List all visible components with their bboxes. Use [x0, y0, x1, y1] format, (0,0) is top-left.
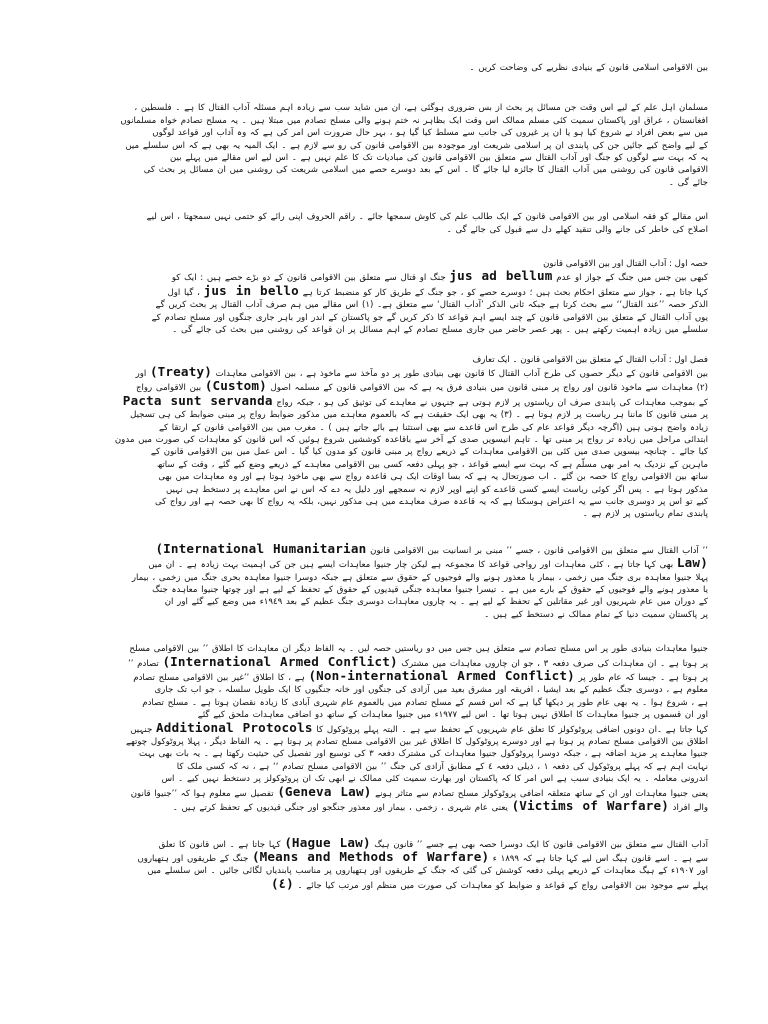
section-3-body: [70, 540, 708, 621]
text-line: [70, 363, 708, 380]
text-line: یہ کہ بہت سے لوگوں کو جنگ اور آداب القتال سے متعلق بین الاقوامی قانون کی مبادیات تک کا علم نہیں ہے ۔ اس لیے اس مقالے میں پہلے بین: [169, 153, 708, 164]
latin-term: (Means and Methods of Warfare): [252, 848, 490, 864]
text-line: کے دوران میں عام شہریوں اور غیر مقاتلین کے تحفظ کے لیے ہے ۔ یہ چاروں معاہدات دوسری جنگ عظیم کے بعد ١٩٤٩ء میں وضع کیے گئے اور ان: [164, 597, 708, 608]
text-line: اور ان قسموں پر جنیوا معاہدات کا اطلاق نہیں ہوتا تھا ۔ اس لیے ١٩٧٧ء میں جنیوا معاہدات کے ساتھ دو اضافی معاہدات ملحق کیے گئے: [197, 710, 708, 721]
text-segment: سے ہے ۔ اسے قانون ہیگ اس لیے کہا جاتا ہے کہ ١٨٩٩ ء: [492, 853, 708, 864]
text-line: اس مقالے کو فقہ اسلامی اور بین الاقوامی قانون کے ایک طالب علم کی کاوش سمجھا جائے ۔ راقم الحروف اپنی رائے کو حتمی نہیں سمجھتا ، اس لیے: [146, 212, 708, 223]
latin-term: Additional Protocols: [156, 719, 313, 735]
text-segment: پہلے سے موجود بین الاقوامی رواج کے قواعد و ضوابط کو معاہدات کی صورت میں منظم اور مرتب کیا جائے ۔: [297, 880, 708, 891]
text-line: نہایت اہم ہے کہ پہلے پروٹوکول کی دفعہ ١ ، ذیلی دفعہ ٤ کے مطابق آزادی کی جنگ ’’ بین الاقوامی مسلح تصادم ‘‘ ہے ، نہ کہ کسی ملک کا: [176, 761, 708, 772]
text-line: [70, 875, 708, 892]
text-line: [70, 540, 708, 557]
text-line: [70, 392, 708, 409]
section-2-heading: فصل اول : آداب القتال کے متعلق بین الاقوامی قانون ۔ ایک تعارف: [472, 354, 708, 365]
text-line: افغانستان ، عراق اور پاکستان سمیت کئی مسلم ممالک اس وقت ایک بظاہر نہ ختم ہونے والی مسلح تصادم میں مبتلا ہیں ۔ یہ مسلح تصادم خواہ مسلمانوں: [120, 115, 708, 126]
text-segment: بین الاقوامی قانون کے دیگر حصوں کی طرح آداب القتال کا قانون بھی بنیادی طور پر دو مآخذ سے ماخوذ ہے ، بین الاقوامی معاہدات: [215, 368, 708, 379]
text-line: پر پاکستان سمیت دنیا کے تمام ممالک نے دستخط کیے ہیں ۔: [484, 609, 708, 620]
section-2-body: [70, 363, 708, 521]
latin-term: Pacta sunt servanda: [122, 392, 273, 408]
text-segment: کبھی بین جس میں جنگ کے جواز او عدم: [556, 273, 708, 284]
text-line: الاقوامی قانون کی روشنی میں آداب القتال کا جائزہ لیا جائے گا ۔ اس کے بعد دوسرے حصے میں اسلامی شریعت کی روشنی میں ان مسائل پر بحث کی: [143, 165, 708, 176]
text-line: [70, 800, 708, 814]
latin-term: (International Humanitarian: [155, 540, 367, 556]
text-segment: (٢) معاہدات سے ماخوذ قانون اور رواج پر مبنی قانون میں بنیادی فرق یہ ہے کہ بین الاقوامی قانون کے مسلمہ اصول: [270, 383, 708, 394]
text-segment: بھی کہا جاتا ہے ، کئی معاہدات اور رواجی قواعد کا مجموعہ ہے لیکن چار جنیوا معاہدات ایسے ہیں جن کی اہمیت بہت زیادہ ہے ۔ ان میں: [148, 560, 674, 571]
text-line: اصلاح کی خاطر کی جانے والی تنقید کھلے دل سے قبول کی جائے گی ۔: [446, 224, 708, 235]
text-segment: جنگ کے طریقوں اور ہتھیاروں: [137, 853, 249, 864]
text-segment: کے بموجب معاہدات کی پابندی صرف ان ریاستوں پر لازم ہوتی ہے جنہوں نے معاہدے کی توثیق کی ہو ، جبکہ رواج: [276, 397, 708, 408]
text-line: اطلاق بین الاقوامی مسلح تصادم پر ہوتا ہے اور دوسرے پروٹوکول کا اطلاق غیر بین الاقوامی مسلح تصادم پر ہوتا ہے ۔ یہ الفاظ دیگر ، پہلا پروٹوکول چوتھے: [125, 737, 708, 748]
text-segment: کہا جاتا ہے ۔ان دونوں اضافی پروٹوکولز کا تعلق عام شہریوں کے تحفظ سے ہے ۔ البتہ پہلے پروٹوکول کا: [316, 724, 708, 735]
text-segment: ہے ، کا اطلاق ’’غیر بین الاقوامی مسلح تصادم: [133, 673, 305, 684]
latin-term: (International Armed Conflict): [162, 653, 398, 669]
text-segment: تفصیل سے معلوم ہوا کہ ’’جنیوا قانون: [130, 788, 274, 799]
paragraph-1: [70, 102, 708, 189]
text-line: جنیوا معاہدے پر مزید اضافہ ہے ، جبکہ دوسرا پروٹوکول جنیوا معاہدات کی مشترک دفعہ ۳ کی توسیع اور تفصیل کی حیثیت رکھتا ہے ۔ یہ بات بھی بہت: [139, 749, 708, 760]
latin-term: Law): [676, 555, 708, 571]
text-line: [70, 670, 708, 684]
latin-term: jus in bello: [203, 282, 299, 298]
section-4-body: [70, 643, 708, 814]
text-segment: بین الاقوامی رواج: [135, 383, 202, 394]
section-1-heading: حصہ اول : آداب القتال اور بین الاقوامی قانون: [543, 259, 708, 270]
text-line: پابندی تمام ریاستوں پر لازم ہے ۔: [582, 509, 708, 520]
text-line: جنیوا معاہدات بنیادی طور پر اس مسلح تصادم سے متعلق ہیں جس میں دو ریاستیں حصہ لیں ۔ یہ الفاظ دیگر ان معاہدات کا اطلاق ’’ بین الاقوامی مسلح: [129, 644, 708, 655]
text-line: کیے تو اس پر دوسری جانب سے یہ اعتراض ہوسکتا ہے کہ یہ قاعدہ صرف معاہدے میں ہی مذکور نہیں، بلکہ یہ رواج کا بھی حصہ ہے اور رواج کی: [154, 496, 708, 507]
text-segment: یعنی جنیوا معاہدات اور ان کے ساتھ متعلقہ اضافی پروٹوکولز مسلح تصادم سے متاثر ہونے: [375, 788, 708, 799]
text-line: ابتدائی مراحل میں زیادہ تر رواج پر مبنی تھا ۔ تاہم انیسویں صدی کے آخر سے باقاعدہ کوششیں شروع ہوئیں کہ اس قانون کو معاہدات کی صورت میں مدون: [114, 434, 708, 445]
text-line: اندرونی معاملہ ۔ یہ ایک بنیادی سبب ہے اس امر کا کہ پاکستان اور بھارت سمیت کئی ممالک نے ابھی تک ان پروٹوکولز پر دستخط نہیں کیے ۔ اس: [161, 774, 708, 785]
text-line: یا معذور ہونے والے فوجیوں کے حقوق کے بارے میں ہے ۔ تیسرا جنیوا معاہدہ جنگی قیدیوں کے حقوق کے تحفظ کے لیے ہے اور چوتھا جنیوا معاہدہ جنگ: [152, 585, 708, 595]
text-line: مسلمان اہل علم کے لیے اس وقت جن مسائل پر بحث از بس ضروری ہوگئی ہے، ان میں شاید سب سے زیادہ اہم مسئلہ آداب القتال کا ہے ۔ فلسطین ،: [134, 103, 708, 114]
text-segment: اور: [135, 368, 147, 379]
text-segment: والے افراد: [672, 803, 708, 814]
latin-term: (Victims of Warfare): [511, 798, 669, 814]
text-segment: جنگ او قتال سے متعلق بین الاقوامی قانون کے دو بڑے حصے ہیں : ایک کو: [171, 273, 446, 284]
text-segment: تصادم ’’: [127, 658, 159, 669]
section-1-body: [70, 270, 708, 336]
text-line: زیادہ واضح ہوتی ہیں (اگرچہ دیگر قواعد عام کی طرح اس قاعدے سے بھی استثنا ہے بائے جاتے ہیں ) ۔ مغرب میں بین الاقوامی قانون کے ارتقا کے: [158, 422, 708, 433]
text-line: [70, 282, 708, 299]
text-line: الذکر حصہ ’’عند القتال‘‘ سے بحث کرتا ہے جبکہ ثانی الذکر ’آداب القتال‘ سے متعلق ہے۔ (١) اس مقالے میں ہم صرف آداب القتال پر بحث کریں گے: [155, 300, 708, 311]
text-line: جائے گی ۔: [668, 177, 708, 188]
text-segment: ، گیا اول: [167, 287, 200, 298]
text-line: میں سے بعض افراد نے شروع کیا ہو یا ان پر غیروں کی جانب سے مسلط کیا گیا ہو ، بہر حال ضرورت اس امر کی ہے کہ وہ آداب اور قواعد لوگوں: [152, 128, 708, 139]
text-segment: کہا جاتا ہے ۔ اس قانون کا تعلق: [158, 839, 281, 850]
text-segment: جنہیں: [130, 724, 153, 735]
text-line: [70, 719, 708, 736]
latin-term: (Treaty): [150, 363, 212, 379]
text-line: ساتھ بین الاقوامی رواج کا حصہ بن گئے ۔ اب صورتحال یہ ہے کہ بسا اوقات ایک ہی قاعدہ رواج سے بھی ماخوذ ہوتا ہے اور وہ معاہدات میں بھی: [158, 472, 708, 483]
text-line: [70, 557, 708, 571]
text-segment: یعنی عام شہری ، زخمی ، بیمار اور معذور جنگجو اور جنگی قیدیوں کے تحفظ کرتے ہیں ۔: [172, 803, 508, 814]
text-segment: پر ہوتا ہے ۔ جیسا کہ عام طور پر: [578, 673, 708, 684]
text-segment: کہا جاتا ہے ، جواز سے متعلق احکام بحث ہیں ؛ دوسرے حصے کو ، جو جنگ کے طریق کار کو منضبط کرتا ہے: [302, 287, 708, 298]
text-line: [70, 848, 708, 865]
text-line: معلوم ہے ، دوسری جنگ عظیم کے بعد ایشیا ، افریقہ اور مشرق بعید میں آزادی کی جنگوں اور خانہ جنگیوں کا ایک طویل سلسلہ ، جو اب تک جاری: [154, 685, 708, 696]
text-line: یوں آداب القتال کے متعلق بین الاقوامی قانون کے چند ایسے اہم قواعد کا ذکر کریں گے جو پاکستان کے اندر اور باہر جاری جنگوں اور مسلح تصادم کے: [151, 312, 708, 323]
text-line: ہے ، شروع ہوا ۔ یہ بھی عام طور پر دیکھا گیا ہے کہ اس قسم کے مسلح تصادم میں بالعموم عام شہری آبادی کا زیادہ نقصان ہوتا ہے ۔ مسلح تصادم: [142, 697, 708, 708]
text-line: پہلا جنیوا معاہدہ بری جنگ میں زخمی ، بیمار یا معذور ہونے والے فوجیوں کے حقوق سے متعلق ہے جبکہ دوسرا جنیوا معاہدہ بحری جنگ میں زخمی ، بیمار: [131, 572, 708, 583]
text-line: کے لیے واضح کیے جائیں جن کی پابندی ان پر اسلامی شریعت اور موجودہ بین الاقوامی قانون کی رو سے لازم ہے ۔ ایک المیہ یہ بھی ہے کہ اس سلسلے میں: [125, 140, 708, 151]
latin-term: jus ad bellum: [449, 268, 553, 284]
latin-term: (Custom): [204, 378, 267, 394]
text-segment: پر ہوتا ہے ۔ ان معاہدات کی صرف دفعہ ۳ ، جو ان چاروں معاہدات میں مشترک: [401, 658, 708, 669]
text-line: [70, 270, 708, 284]
latin-term: (Hague Law): [284, 834, 371, 850]
latin-term: (Non-international Armed Conflict): [308, 668, 575, 684]
text-line: کیا جائے ۔ چنانچہ بیسویں صدی میں کئی بین الاقوامی معاہدات کے ذریعے رواج پر مبنی قانون کو مدون کیا گیا ۔ اس عمل میں بین الاقوامی قانون کے: [150, 447, 708, 458]
text-line: پر مبنی قانون کا ماننا ہر ریاست پر لازم ہوتا ہے ۔ (٣) یہ بھی ایک حقیقت ہے کہ بالعموم معاہدے میں مذکور ضوابط رواج پر مبنی ضوابط کی ہی تسجیل: [130, 410, 708, 421]
paragraph-2: [70, 211, 708, 236]
text-line: سلسلے میں زیادہ اہمیت رکھتے ہیں ۔ پھر عصر حاضر میں جاری مسلح تصادم کے اہم مسائل پر ان قواعد کی روشنی میں بحث کی جائے گی ۔: [172, 325, 708, 336]
text-line: اور ١٩٠٧ء کے ہیگ معاہدات کے ذریعے پہلی دفعہ کوشش کی گئی کہ جنگ کے طریقوں اور ہتھیاروں پر مناسب پابندیاں لگائی جائیں ۔ اس سلسلے میں: [147, 866, 708, 877]
latin-term: (Geneva Law): [277, 783, 372, 799]
text-line: ماہرین کے نزدیک یہ امر بھی مسلّم ہے کہ بہت سے ایسے قواعد ، جو پہلی دفعہ کسی بین الاقوامی معاہدے کے ذریعے وضع کیے گئے ، وقت کے ساتھ: [156, 459, 708, 470]
footnote-ref: (٤): [270, 875, 294, 891]
intro-line: بین الاقوامی اسلامی قانون کے بنیادی نظریے کی وضاحت کریں ۔: [469, 63, 708, 73]
text-line: مذکور ہوتا ہے ۔ پس اگر کوئی ریاست ایسے کسی قاعدے کو اپنے اوپر لازم نہ سمجھے اور دلیل یہ دے کہ اس نے اس معاہدے پر دستخط ہی نہیں: [166, 484, 708, 495]
section-5-body: [70, 834, 708, 893]
text-segment: ’’ آداب القتال سے متعلق بین الاقوامی قانون ، جسے ’’ مبنی بر انسانیت بین الاقوامی قانون: [370, 545, 708, 556]
text-segment: آداب القتال سے متعلق بین الاقوامی قانون کا ایک دوسرا حصہ بھی ہے جسے ’’ قانون ہیگ: [374, 839, 708, 850]
